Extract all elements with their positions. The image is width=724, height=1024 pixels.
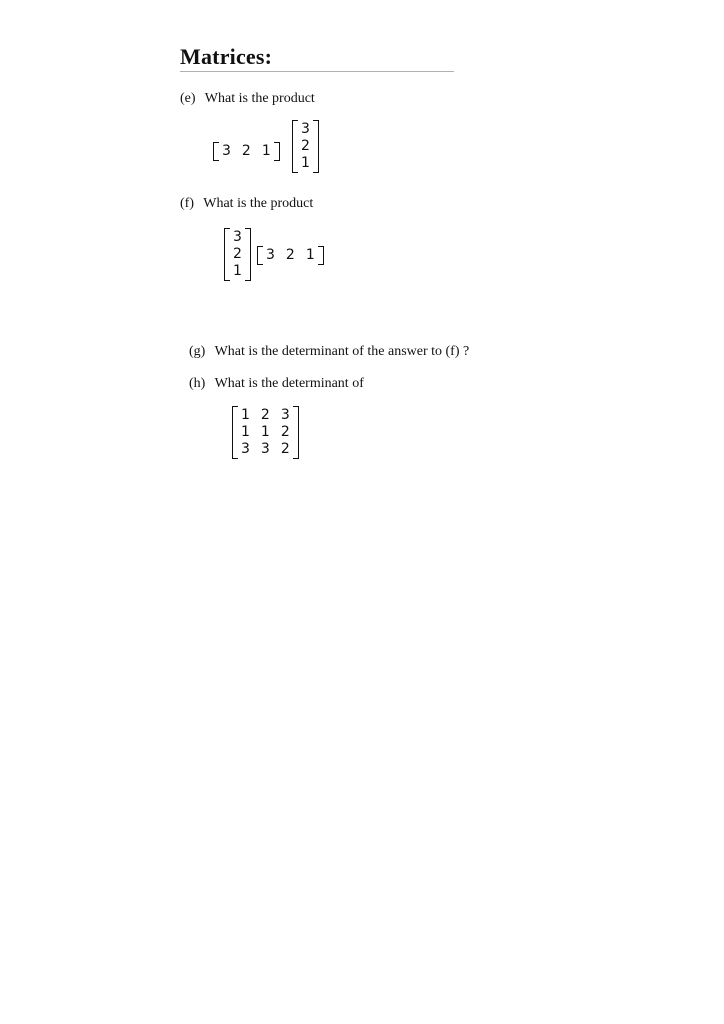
question-g-text: What is the determinant of the answer to (f) ?	[214, 344, 470, 359]
question-f	[180, 196, 313, 212]
matrix-entry: 3	[241, 441, 250, 457]
matrix-entry: 1	[305, 247, 315, 263]
matrix-entry: 2	[280, 424, 290, 440]
matrix-entry: 3	[222, 143, 231, 159]
matrix-entry: 1	[241, 424, 250, 440]
question-h-label: (h)	[189, 376, 206, 391]
question-f-label: (f)	[180, 196, 194, 211]
matrix-entry: 3	[280, 407, 290, 423]
page-title: Matrices:	[180, 44, 273, 69]
question-e-label: (e)	[180, 91, 196, 106]
question-f-column-vector	[224, 228, 251, 281]
matrix-entry: 2	[233, 246, 242, 262]
question-g-label: (g)	[189, 344, 206, 359]
matrix-entry: 2	[301, 138, 310, 154]
matrix-entry: 3	[266, 247, 275, 263]
question-h-text: What is the determinant of	[214, 376, 364, 391]
question-e-text: What is the product	[204, 91, 315, 106]
matrix-entry: 2	[241, 143, 251, 159]
question-f-row-vector	[257, 246, 324, 265]
question-g	[189, 344, 469, 360]
title-divider	[180, 71, 454, 72]
question-h-matrix	[232, 406, 299, 459]
matrix-entry: 2	[260, 407, 270, 423]
matrix-entry: 1	[241, 407, 250, 423]
question-f-text: What is the product	[203, 196, 314, 211]
question-e-row-vector	[213, 142, 280, 161]
matrix-entry: 1	[301, 155, 310, 171]
matrix-entry: 1	[233, 263, 242, 279]
question-e-column-vector	[292, 120, 319, 173]
matrix-entry: 1	[260, 424, 270, 440]
matrix-entry: 1	[261, 143, 271, 159]
matrix-entry: 3	[260, 441, 270, 457]
question-e	[180, 91, 315, 107]
matrix-entry: 2	[285, 247, 295, 263]
matrix-entry: 3	[233, 229, 242, 245]
matrix-entry: 3	[301, 121, 310, 137]
question-h	[189, 376, 364, 392]
matrix-entry: 2	[280, 441, 290, 457]
